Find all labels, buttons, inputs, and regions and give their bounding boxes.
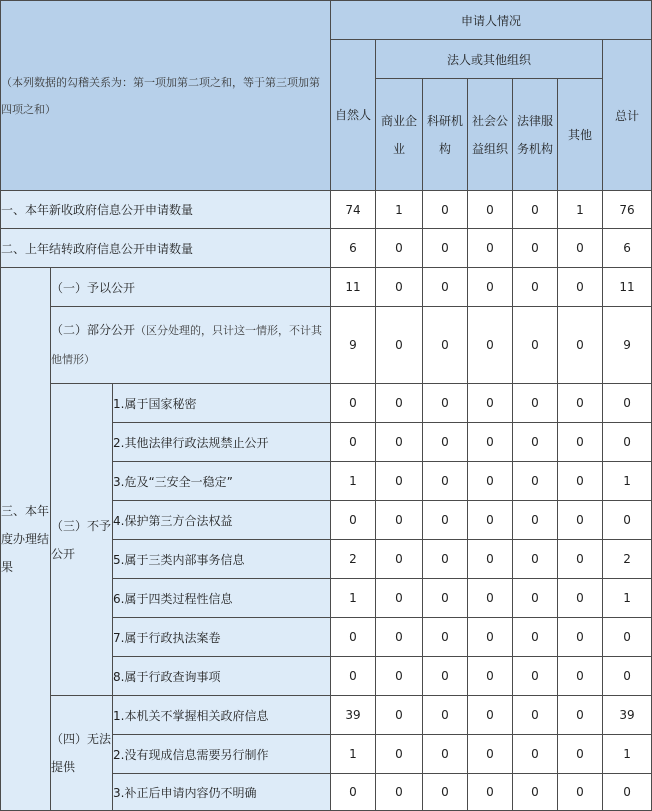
row-label: 5.属于三类内部事务信息 bbox=[113, 540, 331, 579]
cell-research: 0 bbox=[423, 579, 468, 618]
cell-commercial: 0 bbox=[376, 735, 423, 774]
cell-commercial: 0 bbox=[376, 501, 423, 540]
cell-total: 76 bbox=[603, 191, 652, 229]
cell-natural-person: 0 bbox=[331, 618, 376, 657]
row-label: 4.保护第三方合法权益 bbox=[113, 501, 331, 540]
partial-label: （二）部分公开 bbox=[51, 323, 136, 337]
cell-research: 0 bbox=[423, 540, 468, 579]
row-label: 7.属于行政执法案卷 bbox=[113, 618, 331, 657]
header-social-welfare: 社会公益组织 bbox=[468, 79, 513, 191]
cell-commercial: 0 bbox=[376, 423, 423, 462]
cell-natural-person: 9 bbox=[331, 307, 376, 384]
cell-research: 0 bbox=[423, 307, 468, 384]
cell-legal-service: 0 bbox=[513, 268, 558, 307]
cell-total: 0 bbox=[603, 618, 652, 657]
cell-legal-service: 0 bbox=[513, 540, 558, 579]
cell-legal-service: 0 bbox=[513, 307, 558, 384]
cell-total: 1 bbox=[603, 579, 652, 618]
cell-natural-person: 1 bbox=[331, 579, 376, 618]
row-label-partial bbox=[51, 307, 331, 384]
not-disclose-label: （三）不予公开 bbox=[51, 384, 113, 696]
header-note: （本列数据的勾稽关系为：第一项加第二项之和，等于第三项加第四项之和） bbox=[1, 1, 331, 191]
cell-legal-service: 0 bbox=[513, 229, 558, 268]
row-label: 3.危及“三安全一稳定” bbox=[113, 462, 331, 501]
header-applicant-situation: 申请人情况 bbox=[331, 1, 652, 40]
cell-social-welfare: 0 bbox=[468, 384, 513, 423]
cell-research: 0 bbox=[423, 268, 468, 307]
cell-other: 0 bbox=[558, 696, 603, 735]
cell-social-welfare: 0 bbox=[468, 423, 513, 462]
cell-other: 0 bbox=[558, 423, 603, 462]
cell-commercial: 1 bbox=[376, 191, 423, 229]
header-legal-service: 法律服务机构 bbox=[513, 79, 558, 191]
section3-label: 三、本年度办理结果 bbox=[1, 268, 51, 811]
cell-research: 0 bbox=[423, 423, 468, 462]
cell-natural-person: 6 bbox=[331, 229, 376, 268]
cell-commercial: 0 bbox=[376, 774, 423, 811]
cell-natural-person: 0 bbox=[331, 774, 376, 811]
cell-research: 0 bbox=[423, 735, 468, 774]
cell-research: 0 bbox=[423, 774, 468, 811]
cell-commercial: 0 bbox=[376, 268, 423, 307]
row-label: （一）予以公开 bbox=[51, 268, 331, 307]
cell-other: 0 bbox=[558, 774, 603, 811]
cell-commercial: 0 bbox=[376, 696, 423, 735]
cell-total: 1 bbox=[603, 462, 652, 501]
table-row bbox=[1, 384, 652, 423]
cell-natural-person: 1 bbox=[331, 462, 376, 501]
cell-legal-service: 0 bbox=[513, 735, 558, 774]
cell-total: 0 bbox=[603, 657, 652, 696]
cell-legal-service: 0 bbox=[513, 618, 558, 657]
cell-total: 1 bbox=[603, 735, 652, 774]
cell-total: 0 bbox=[603, 384, 652, 423]
cell-social-welfare: 0 bbox=[468, 462, 513, 501]
cell-research: 0 bbox=[423, 618, 468, 657]
cell-other: 0 bbox=[558, 462, 603, 501]
cell-total: 0 bbox=[603, 501, 652, 540]
cell-social-welfare: 0 bbox=[468, 735, 513, 774]
cell-other: 0 bbox=[558, 540, 603, 579]
cell-commercial: 0 bbox=[376, 579, 423, 618]
cell-social-welfare: 0 bbox=[468, 696, 513, 735]
cell-legal-service: 0 bbox=[513, 462, 558, 501]
cell-commercial: 0 bbox=[376, 618, 423, 657]
table-row bbox=[1, 307, 652, 384]
row-label: 1.属于国家秘密 bbox=[113, 384, 331, 423]
cell-social-welfare: 0 bbox=[468, 268, 513, 307]
cell-legal-service: 0 bbox=[513, 774, 558, 811]
cell-legal-service: 0 bbox=[513, 657, 558, 696]
cell-legal-service: 0 bbox=[513, 696, 558, 735]
cell-commercial: 0 bbox=[376, 307, 423, 384]
row-label: 6.属于四类过程性信息 bbox=[113, 579, 331, 618]
cell-commercial: 0 bbox=[376, 657, 423, 696]
header-other: 其他 bbox=[558, 79, 603, 191]
cell-natural-person: 1 bbox=[331, 735, 376, 774]
cell-other: 0 bbox=[558, 307, 603, 384]
cell-other: 0 bbox=[558, 501, 603, 540]
row-label: 二、上年结转政府信息公开申请数量 bbox=[1, 229, 331, 268]
cell-other: 0 bbox=[558, 618, 603, 657]
header-total: 总计 bbox=[603, 40, 652, 191]
cell-social-welfare: 0 bbox=[468, 774, 513, 811]
cell-social-welfare: 0 bbox=[468, 540, 513, 579]
cell-natural-person: 74 bbox=[331, 191, 376, 229]
cell-natural-person: 0 bbox=[331, 384, 376, 423]
cell-legal-service: 0 bbox=[513, 191, 558, 229]
cell-total: 0 bbox=[603, 774, 652, 811]
cell-total: 6 bbox=[603, 229, 652, 268]
row-label: 2.其他法律行政法规禁止公开 bbox=[113, 423, 331, 462]
cell-total: 9 bbox=[603, 307, 652, 384]
cell-other: 0 bbox=[558, 229, 603, 268]
cell-research: 0 bbox=[423, 501, 468, 540]
row-label: 8.属于行政查询事项 bbox=[113, 657, 331, 696]
table-row bbox=[1, 229, 652, 268]
cell-other: 1 bbox=[558, 191, 603, 229]
cell-commercial: 0 bbox=[376, 229, 423, 268]
partial-note: （区分处理的，只计这一情形，不计其他情形） bbox=[51, 324, 323, 366]
cell-other: 0 bbox=[558, 268, 603, 307]
header-commercial: 商业企业 bbox=[376, 79, 423, 191]
cell-natural-person: 0 bbox=[331, 501, 376, 540]
cell-commercial: 0 bbox=[376, 540, 423, 579]
cell-social-welfare: 0 bbox=[468, 657, 513, 696]
cell-research: 0 bbox=[423, 384, 468, 423]
row-label: 2.没有现成信息需要另行制作 bbox=[113, 735, 331, 774]
header-legal-org: 法人或其他组织 bbox=[376, 40, 603, 79]
table-row bbox=[1, 268, 652, 307]
cell-research: 0 bbox=[423, 229, 468, 268]
header-research: 科研机构 bbox=[423, 79, 468, 191]
row-label: 3.补正后申请内容仍不明确 bbox=[113, 774, 331, 811]
cell-other: 0 bbox=[558, 657, 603, 696]
row-label: 一、本年新收政府信息公开申请数量 bbox=[1, 191, 331, 229]
row-label: 1.本机关不掌握相关政府信息 bbox=[113, 696, 331, 735]
cell-legal-service: 0 bbox=[513, 384, 558, 423]
cell-natural-person: 0 bbox=[331, 657, 376, 696]
cannot-provide-label: （四）无法提供 bbox=[51, 696, 113, 811]
cell-total: 2 bbox=[603, 540, 652, 579]
cell-natural-person: 39 bbox=[331, 696, 376, 735]
cell-natural-person: 2 bbox=[331, 540, 376, 579]
cell-commercial: 0 bbox=[376, 384, 423, 423]
header-natural-person: 自然人 bbox=[331, 40, 376, 191]
cell-other: 0 bbox=[558, 384, 603, 423]
cell-research: 0 bbox=[423, 191, 468, 229]
cell-natural-person: 0 bbox=[331, 423, 376, 462]
cell-social-welfare: 0 bbox=[468, 307, 513, 384]
cell-research: 0 bbox=[423, 657, 468, 696]
cell-other: 0 bbox=[558, 735, 603, 774]
table-row bbox=[1, 191, 652, 229]
cell-social-welfare: 0 bbox=[468, 618, 513, 657]
cell-social-welfare: 0 bbox=[468, 191, 513, 229]
cell-legal-service: 0 bbox=[513, 423, 558, 462]
cell-total: 0 bbox=[603, 423, 652, 462]
cell-commercial: 0 bbox=[376, 462, 423, 501]
cell-social-welfare: 0 bbox=[468, 579, 513, 618]
cell-natural-person: 11 bbox=[331, 268, 376, 307]
cell-total: 11 bbox=[603, 268, 652, 307]
cell-legal-service: 0 bbox=[513, 579, 558, 618]
cell-legal-service: 0 bbox=[513, 501, 558, 540]
cell-social-welfare: 0 bbox=[468, 229, 513, 268]
cell-total: 39 bbox=[603, 696, 652, 735]
cell-research: 0 bbox=[423, 696, 468, 735]
cell-other: 0 bbox=[558, 579, 603, 618]
cell-social-welfare: 0 bbox=[468, 501, 513, 540]
table-row bbox=[1, 696, 652, 735]
cell-research: 0 bbox=[423, 462, 468, 501]
